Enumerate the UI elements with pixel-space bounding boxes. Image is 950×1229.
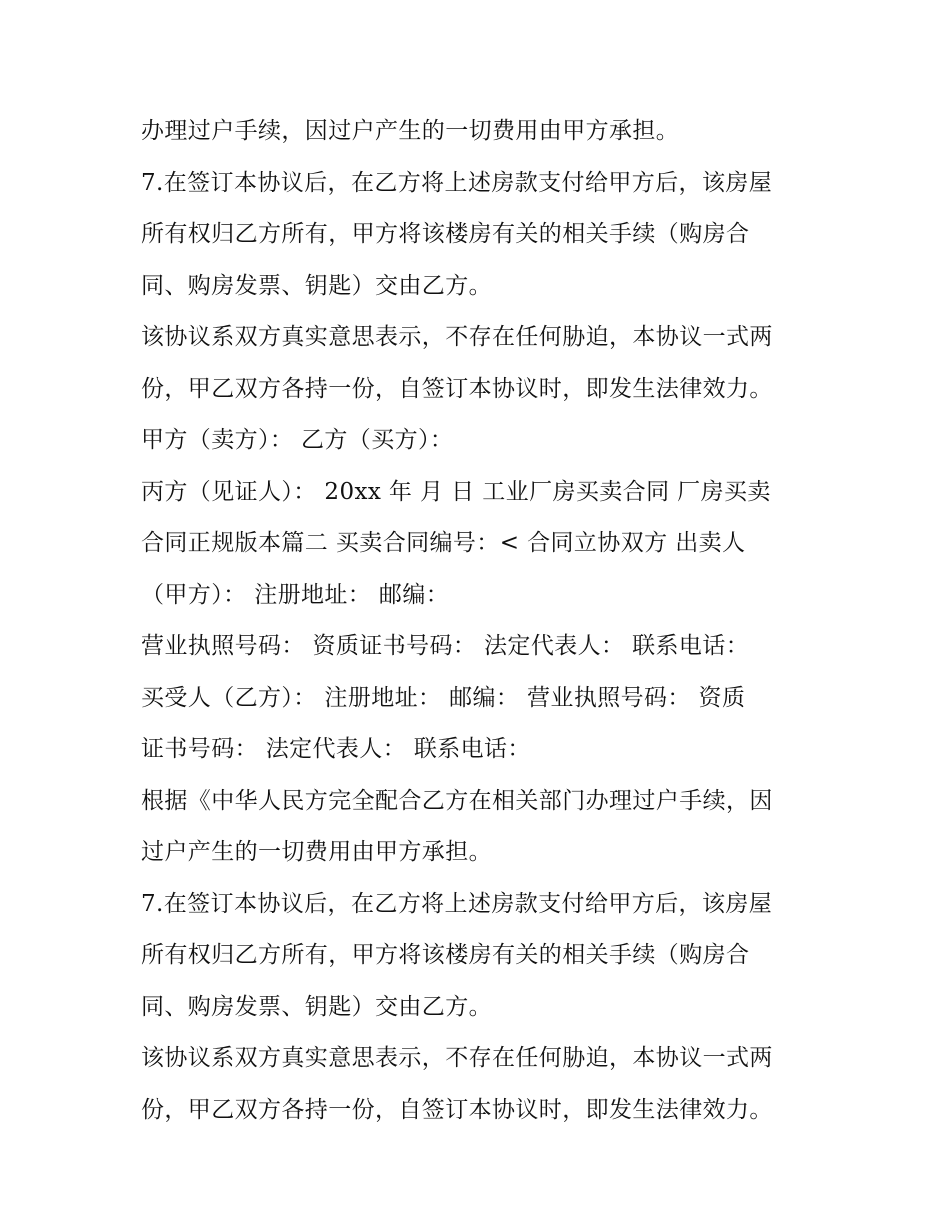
text-line: 甲方（卖方）： 乙方（买方）： — [141, 427, 454, 453]
text-line: 份，甲乙双方各持一份，自签订本协议时，即发生法律效力。 — [141, 375, 773, 402]
document-body — [141, 106, 831, 1136]
text-line: （甲方）： 注册地址： 邮编： — [141, 581, 450, 608]
text-line: 7.在签订本协议后，在乙方将上述房款支付给甲方后，该房屋 — [141, 890, 773, 917]
text-line: 合同正规版本篇二 买卖合同编号：< 合同立协双方 出卖人 — [141, 530, 746, 556]
text-line: 所有权归乙方所有，甲方将该楼房有关的相关手续（购房合 — [141, 942, 750, 968]
text-line: 证书号码： 法定代表人： 联系电话： — [141, 736, 531, 762]
text-line: 份，甲乙双方各持一份，自签订本协议时，即发生法律效力。 — [141, 1096, 773, 1123]
text-line: 丙方（见证人）： 20xx 年 月 日 工业厂房买卖合同 厂房买卖 — [141, 478, 771, 505]
text-line: 同、购房发票、钥匙）交由乙方。 — [141, 993, 492, 1020]
text-line: 该协议系双方真实意思表示，不存在任何胁迫，本协议一式两 — [141, 1045, 773, 1071]
text-line: 根据《中华人民方完全配合乙方在相关部门办理过户手续，因 — [141, 787, 773, 814]
text-line: 过户产生的一切费用由甲方承担。 — [141, 839, 492, 865]
text-line: 同、购房发票、钥匙）交由乙方。 — [141, 272, 492, 299]
text-line: 办理过户手续，因过户产生的一切费用由甲方承担。 — [141, 118, 680, 144]
text-line: 买受人（乙方）： 注册地址： 邮编： 营业执照号码： 资质 — [141, 684, 746, 711]
text-line: 7.在签订本协议后，在乙方将上述房款支付给甲方后，该房屋 — [141, 169, 773, 196]
text-line: 该协议系双方真实意思表示，不存在任何胁迫，本协议一式两 — [141, 324, 773, 350]
text-line: 营业执照号码： 资质证书号码： 法定代表人： 联系电话： — [141, 633, 750, 659]
text-line: 所有权归乙方所有，甲方将该楼房有关的相关手续（购房合 — [141, 221, 750, 247]
